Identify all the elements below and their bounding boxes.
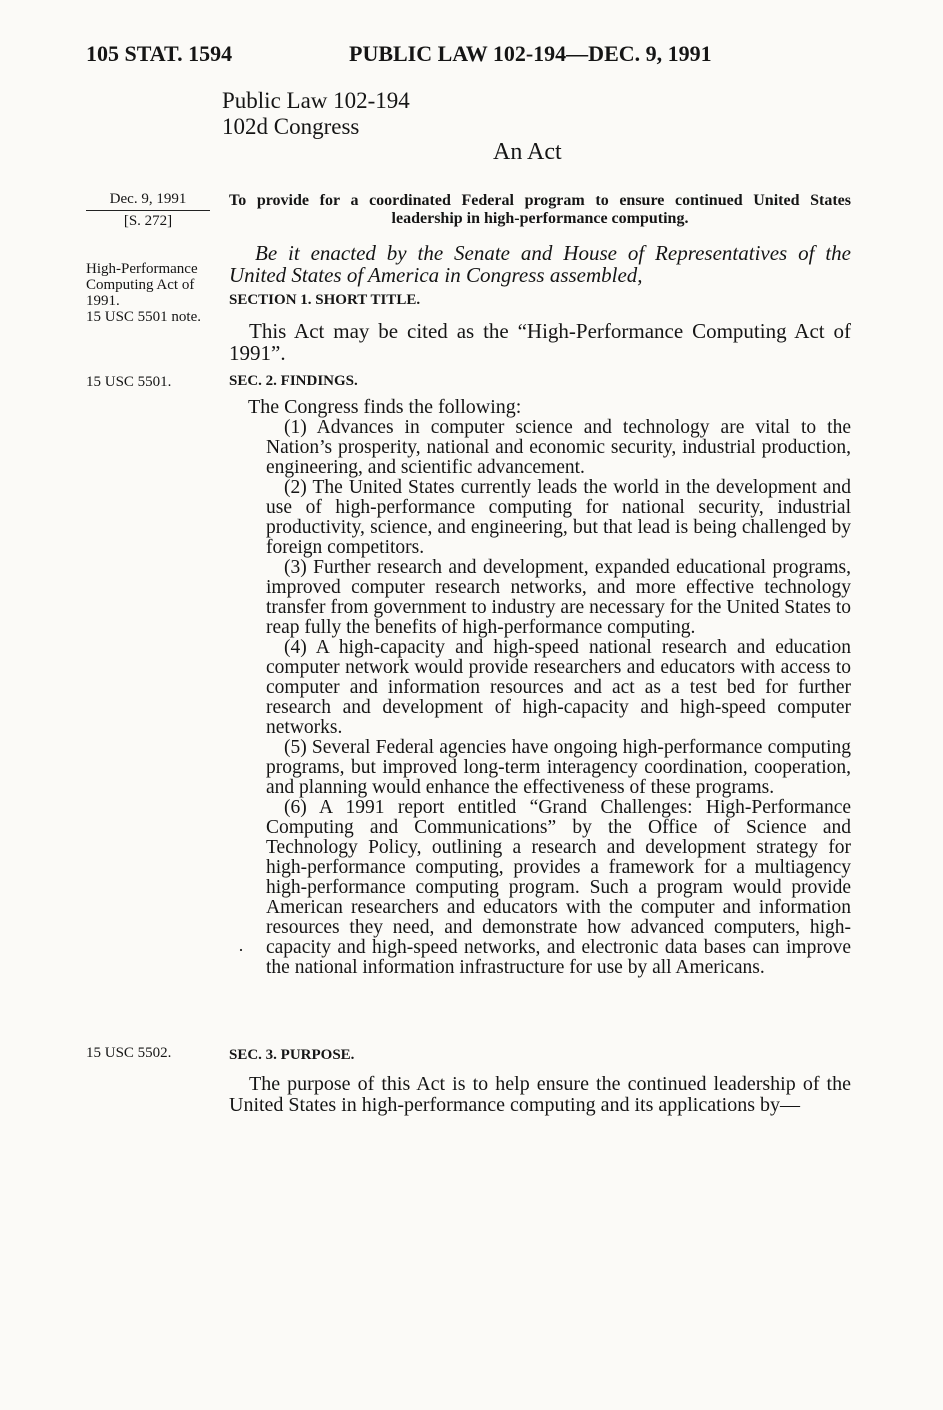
section-3-heading: SEC. 3. PURPOSE. <box>229 1047 355 1063</box>
section-2-heading: SEC. 2. FINDINGS. <box>229 373 358 389</box>
congress-number: 102d Congress <box>222 114 360 139</box>
margin-findings-cite: 15 USC 5501. <box>86 374 172 390</box>
law-designation <box>222 88 410 140</box>
public-law-number: Public Law 102-194 <box>222 88 410 113</box>
margin-date: Dec. 9, 1991 <box>109 191 187 207</box>
finding-item: (1) Advances in computer science and technology are vital to the Nation’s prosperity, national and economic security, industrial production, engineering, and scientific advancement. <box>266 417 851 478</box>
finding-item: (5) Several Federal agencies have ongoing high-performance computing programs, but improved long-term interagency coordination, cooperation, and planning would enhance the effectiveness of these programs. <box>266 737 851 798</box>
section-1-body: This Act may be cited as the “High-Performance Computing Act of 1991”. <box>229 319 851 365</box>
margin-date-bill <box>86 191 210 230</box>
finding-item: (2) The United States currently leads the world in the development and use of high-performance computing for national security, industrial productivity, science, and engineering, but that lead is being challenged by foreign competitors. <box>266 477 851 558</box>
finding-item: (3) Further research and development, expanded educational programs, improved computer research networks, and more effective technology transfer from government to industry are necessary for the United States to reap fully the benefits of high-performance computing. <box>266 557 851 638</box>
margin-bill-number: [S. 272] <box>123 213 173 229</box>
print-mark: · <box>238 940 244 960</box>
long-title: To provide for a coordinated Federal program to ensure continued United States leadership in high-performance computing. <box>229 192 851 227</box>
section-3-body: The purpose of this Act is to help ensure the continued leadership of the United States in high-performance computing and its applications by— <box>229 1073 851 1116</box>
margin-divider <box>86 210 210 211</box>
margin-short-title-cite: 15 USC 5501 note. <box>86 309 202 325</box>
margin-purpose-cite: 15 USC 5502. <box>86 1045 172 1061</box>
finding-item: (6) A 1991 report entitled “Grand Challenges: High-Performance Computing and Communications” by the Office of Science and Technology Policy, outlining a research and development strategy for high-performance computing, provides a framework for a multiagency high-performance computing program. Such a program would provide American researchers and educators with the computer and information resources they need, and demonstrate how advanced computers, high-capacity and high-speed networks, and electronic data bases can improve the national information infrastructure for use by all Americans. <box>266 797 851 978</box>
finding-item: (4) A high-capacity and high-speed national research and education computer network would provide researchers and educators with access to computer and information resources and act as a test bed for further research and development of high-capacity and high-speed computer networks. <box>266 637 851 738</box>
running-title: PUBLIC LAW 102-194—DEC. 9, 1991 <box>349 41 712 66</box>
act-heading: An Act <box>493 139 562 165</box>
section-1-heading: SECTION 1. SHORT TITLE. <box>229 292 421 308</box>
margin-short-title <box>86 261 226 325</box>
findings-intro: The Congress finds the following: <box>248 396 522 418</box>
enacting-clause: Be it enacted by the Senate and House of Representatives of the United States of America in Congress assembled, <box>229 241 851 287</box>
findings-list <box>266 418 851 978</box>
stat-page-number: 105 STAT. 1594 <box>86 41 233 66</box>
margin-short-title-note: High-Performance Computing Act of 1991. <box>86 261 198 309</box>
